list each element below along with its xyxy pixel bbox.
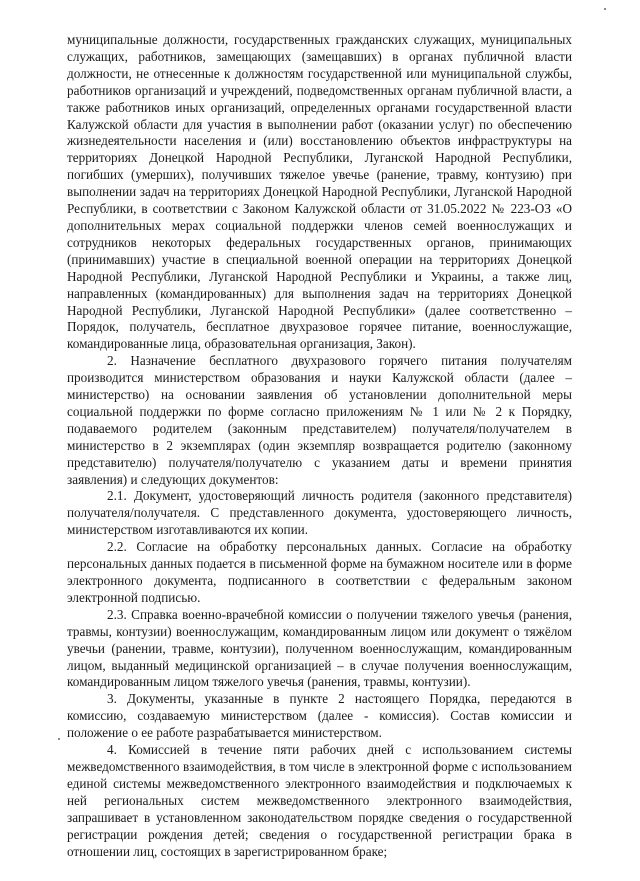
paragraph-item-4: 4. Комиссией в течение пяти рабочих дней с использованием системы межведомственного взаимодействия, в том числе в электронной форме с использованием единой системы межведомственного электронного взаимодействия и подключаемых к ней региональных систем межведомственного электронного взаимодействия, запрашивает в установленном законодательством порядке сведения о государственной регистрации рождения детей; сведения о государственной регистрации брака в отношении лиц, состоящих в зарегистрированном браке; bbox=[67, 742, 572, 859]
scan-speck bbox=[58, 738, 60, 740]
paragraph-continuation: муниципальные должности, государственных гражданских служащих, муниципальных служащих, работников, замещающих (замещавших) в органах публичной власти должности, не отнесенные к должностям государственной или муниципальной службы, работников организаций и учреждений, подведомственных органам публичной власти, а также работников иных организаций, определенных органами государственной власти Калужской области для участия в выполнении работ (оказании услуг) по обеспечению жизнедеятельности населения и (или) восстановлению объектов инфраструктуры на территориях Донецкой Народной Республики, Луганской Народной Республики, погибших (умерших), получивших тяжелое увечье (ранение, травму, контузию) при выполнении задач на территориях Донецкой Народной Республики, Луганской Народной Республики, в соответствии с Законом Калужской области от 31.05.2022 № 223-ОЗ «О дополнительных мерах социальной поддержки членов семей военнослужащих и сотрудников некоторых федеральных государственных органов, принимающих (принимавших) участие в специальной военной операции на территориях Донецкой Народной Республики, Луганской Народной Республики и Украины, а также лиц, направленных (командированных) для выполнения задач на территориях Донецкой Народной Республики, Луганской Народной Республики» (далее соответственно – Порядок, получатель, бесплатное двухразовое горячее питание, военнослужащие, командированные лица, образовательная организация, Закон). bbox=[67, 32, 572, 352]
paragraph-item-2-2: 2.2. Согласие на обработку персональных данных. Согласие на обработку персональных данных подается в письменной форме на бумажном носителе или в форме электронного документа, подписанного в соответствии с федеральным законом электронной подписью. bbox=[67, 539, 572, 605]
document-body bbox=[67, 32, 572, 860]
paragraph-item-2-3: 2.3. Справка военно-врачебной комиссии о получении тяжелого увечья (ранения, травмы, контузии) военнослужащим, командированным лицом или документ о тяжёлом увечьи (ранении, травме, контузии), полученном военнослужащим, командированным лицом, выданный медицинской организацией – в случае получения военнослужащим, командированным лицом тяжелого увечья (ранения, травмы, контузии). bbox=[67, 606, 572, 690]
paragraph-item-2: 2. Назначение бесплатного двухразового горячего питания получателям производится министерством образования и науки Калужской области (далее – министерство) на основании заявления об установлении дополнительной меры социальной поддержки по форме согласно приложениям № 1 или № 2 к Порядку, подаваемого родителем (законным представителем) получателя/получателем в министерство в 2 экземплярах (один экземпляр возвращается родителю (законному представителю) получателя/получателю с указанием даты и времени принятия заявления) и следующих документов: bbox=[67, 353, 572, 487]
scan-speck bbox=[604, 8, 606, 10]
paragraph-item-2-1: 2.1. Документ, удостоверяющий личность родителя (законного представителя) получателя/получателя. С представленного документа, удостоверяющего личность, министерством изготавливаются их копии. bbox=[67, 488, 572, 538]
paragraph-item-3: 3. Документы, указанные в пункте 2 настоящего Порядка, передаются в комиссию, создаваемую министерством (далее - комиссия). Состав комиссии и положение о ее работе разрабатывается министерством. bbox=[67, 691, 572, 741]
